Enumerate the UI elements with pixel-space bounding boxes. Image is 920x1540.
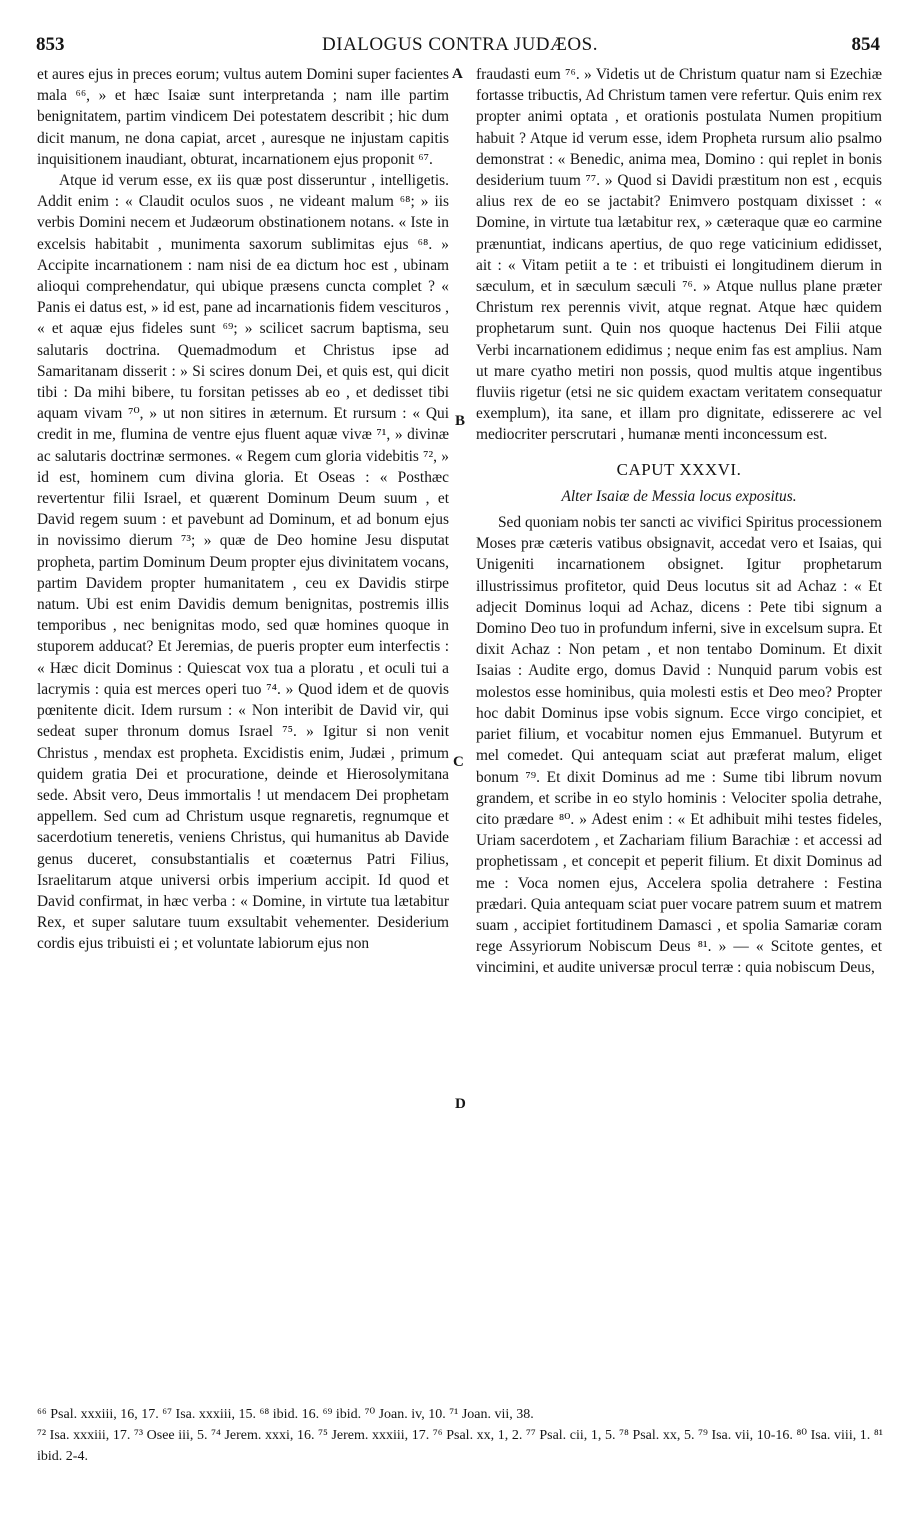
margin-letter-c: C — [453, 754, 464, 770]
page-number-left: 853 — [36, 34, 65, 55]
margin-letter-b: B — [455, 413, 466, 429]
footnotes — [37, 1404, 883, 1467]
chapter-heading: CAPUT XXXVI. — [616, 459, 742, 479]
left-column — [37, 64, 449, 955]
paragraph: Atque id verum esse, ex iis quæ post disseruntur , intelligetis. Addit enim : « Claudit oculos suos , ne videant malum ⁶⁸; » iis verbis Domini necem et Judæorum obstinationem notans. « Iste in excelsis habitabit , munimenta saxorum sublimitas ejus ⁶⁸. » Accipite incarnationem : nam nisi de ea dictum hoc est , ubinam alioqui comprehendatur, qui ubique præsens cuncta complet ? « Panis ei datus est, » id est, pane ad incarnationis fidem vescituros , « et aquæ ejus fideles sunt ⁶⁹; » scilicet sacrum baptisma, seu salutaris doctrina. Quemadmodum et Christus ipse ad Samaritanam disserit : » Si scires donum Dei, et quis est, qui dicit tibi : Da mihi bibere, tu forsitan petisses ab eo , et dedisset tibi aquam vivam ⁷⁰, » ut non sitires in æternum. Et rursum : « Qui credit in me, flumina de ventre ejus fluent aquæ vivæ ⁷¹, » divinæ ac salutaris doctrinæ sermones. « Regem cum gloria videbitis ⁷², » id est, hominem cum divina gloria. Et Oseas : « Posthæc revertentur filii Israel, et quærent Dominum Deum suum , et David regem suum : et pavebunt ad Dominum, et ad bonum ejus in novissimo dierum ⁷³; » quæ de Deo homine Jesu disputat propheta, partim Dominum Deum propter ejus divinitatem vocans, partim Davidem propter humanitatem , ceu ex Davidis stirpe natum. Ubi est enim Davidis demum benignitas, postremis illis temporibus , nec benignitas modo, sed quæ homines quoque in stuporem adducat? Et Jeremias, de pueris propter eum interfectis : « Hæc dicit Dominus : Quiescat vox tua a ploratu , et oculi tui a lacrymis : quia est merces operi tuo ⁷⁴. » Quod idem et de quovis pœnitente dicit. Idem rursum : « Non interibit de David vir, qui sedeat super thronum domus Israel ⁷⁵. » Igitur si non venit Christus , mendax est propheta. Excidistis enim, Judæi , primum quidem gratia Dei et procuratione, deinde et Hierosolymitana sede. Absit vero, Deus immortalis ! ut mendacem Dei prophetam appellem. Sed cum ad Christum usque regnaretis, regnumque et sacerdotium teneretis, veniens Christus, qui humanitus ab Davide genus duceret, consubstantialis et coæternus Patri Filius, Israelitarum atque universi orbis imperium accipit. Id quod et David confirmat, in hæc verba : « Domine, in virtute tua lætabitur Rex, et super salutare tuum exsultabit vehementer. Desiderium cordis ejus tribuisti ei ; et voluntate labiorum ejus non — [37, 172, 449, 953]
margin-letter-d: D — [455, 1096, 466, 1112]
footnote-line: ⁷² Isa. xxxiii, 17. ⁷³ Osee iii, 5. ⁷⁴ Jerem. xxxi, 16. ⁷⁵ Jerem. xxxiii, 17. ⁷⁶ Psal. xx, 1, 2. ⁷⁷ Psal. cii, 1, 5. ⁷⁸ Psal. xx, 5. ⁷⁹ Isa. vii, 10-16. ⁸⁰ Isa. viii, 1. ⁸¹ ibid. 2-4. — [37, 1428, 883, 1464]
paragraph: et aures ejus in preces eorum; vultus autem Domini super facientes mala ⁶⁶, » et hæc Isaiæ sunt interpretanda ; nam ille partim benignitatem, partim vindicem Dei potestatem describit ; hic dum dicit manum, ne dona capiat, arcet , auresque ne injustam capitis inquisitionem inaudiant, obturat, incarnationem ejus proponit ⁶⁷. — [37, 66, 450, 168]
running-head-title: DIALOGUS CONTRA JUDÆOS. — [322, 34, 598, 55]
paragraph: Sed quoniam nobis ter sancti ac vivifici Spiritus processionem Moses præ cæteris vatibus obsignavit, accedat vero et Isaias, qui Unigeniti incarnationem obsignet. Igitur prophetarum illustrissimus profitetor, quid Deus locutus sit ad Achaz : « Et adjecit Dominus loqui ad Achaz, dicens : Pete tibi signum a Domino Deo tuo in profundum inferni, sive in excelsum supra. Et dixit Achaz : Non petam , et non tentabo Dominum. Et dixit Isaias : Audite ergo, domus David : Nunquid parum vobis est molestos esse hominibus, quia molesti estis et Deo meo? Propter hoc dabit Dominus ipse vobis signum. Ecce virgo concipiet, et pariet filium, et vocabitur nomen ejus Emmanuel. Butyrum et mel comedet. Qui antequam sciat aut præferat malum, eliget bonum ⁷⁹. Et dixit Dominus ad me : Sume tibi librum novum grandem, et scribe in eo stylo hominis : Velociter spolia detrahe, cito prædare ⁸⁰. » Adest enim : « Et adhibuit mihi testes fideles, Uriam sacerdotem , et Zachariam filium Barachiæ : et accessi ad prophetissam , et concepit et peperit filium. Et dixit Dominus ad me : Voca nomen ejus, Accelera spolia detrahere : Festina prædari. Quia antequam sciat puer vocare patrem suum et matrem suam , accipiet fortitudinem Damasci , et spolia Samariæ coram rege Assyriorum Nobiscum Deus ⁸¹. » — « Scitote gentes, et vincimini, et audite universæ procul terræ : quia nobiscum Deus, — [476, 514, 882, 977]
margin-letter-a: A — [452, 66, 463, 82]
paragraph: fraudasti eum ⁷⁶. » Videtis ut de Christum quatur nam si Ezechiæ fortasse tribuctis, Ad Christum tamen vere refertur. Quis enim rex propter animi optata , et orationis postulata Numen propitium habuit ? Atque id verum esse, idem Propheta rursum alio psalmo demonstrat : « Benedic, anima mea, Domino : qui replet in bonis desiderium tuum ⁷⁷. » Quod si Davidi præstitum non est , ecquis alius rex de eo se jactabit? Enimvero postquam dixisset : « Domine, in virtute tua lætabitur rex, » cæteraque quæ eo carmine prænuntiat, indicans apertius, de quo rege vaticinium edidisset, ait : « Vitam petiit a te : et tribuisti ei longitudinem dierum in sæculum, et in sæculum sæculi ⁷⁶. » Atque nullus plane præter Christum rex perennis vivit, atque regnat. Atque hæc quidem prophetarum sunt. Quin nos quoque hactenus Dei Filii atque Verbi incarnationem edidimus ; neque enim fas est amplius. Nam ut mare cyatho metiri non possis, quod multis atque ingentibus fluviis rigetur (etsi ne sic quidem exactam veritatem consequatur exemplum), ita sane, et illam pro dignitate, edisserere ac vel mediocriter perscrutari , humanæ menti inconcessum est. — [476, 66, 882, 444]
chapter-subtitle: Alter Isaiæ de Messia locus expositus. — [561, 487, 797, 505]
footnote-line: ⁶⁶ Psal. xxxiii, 16, 17. ⁶⁷ Isa. xxxiii, 15. ⁶⁸ ibid. 16. ⁶⁹ ibid. ⁷⁰ Joan. iv, 10. ⁷¹ Joan. vii, 38. — [37, 1407, 534, 1422]
page-number-right: 854 — [851, 34, 880, 55]
right-column — [476, 64, 882, 979]
